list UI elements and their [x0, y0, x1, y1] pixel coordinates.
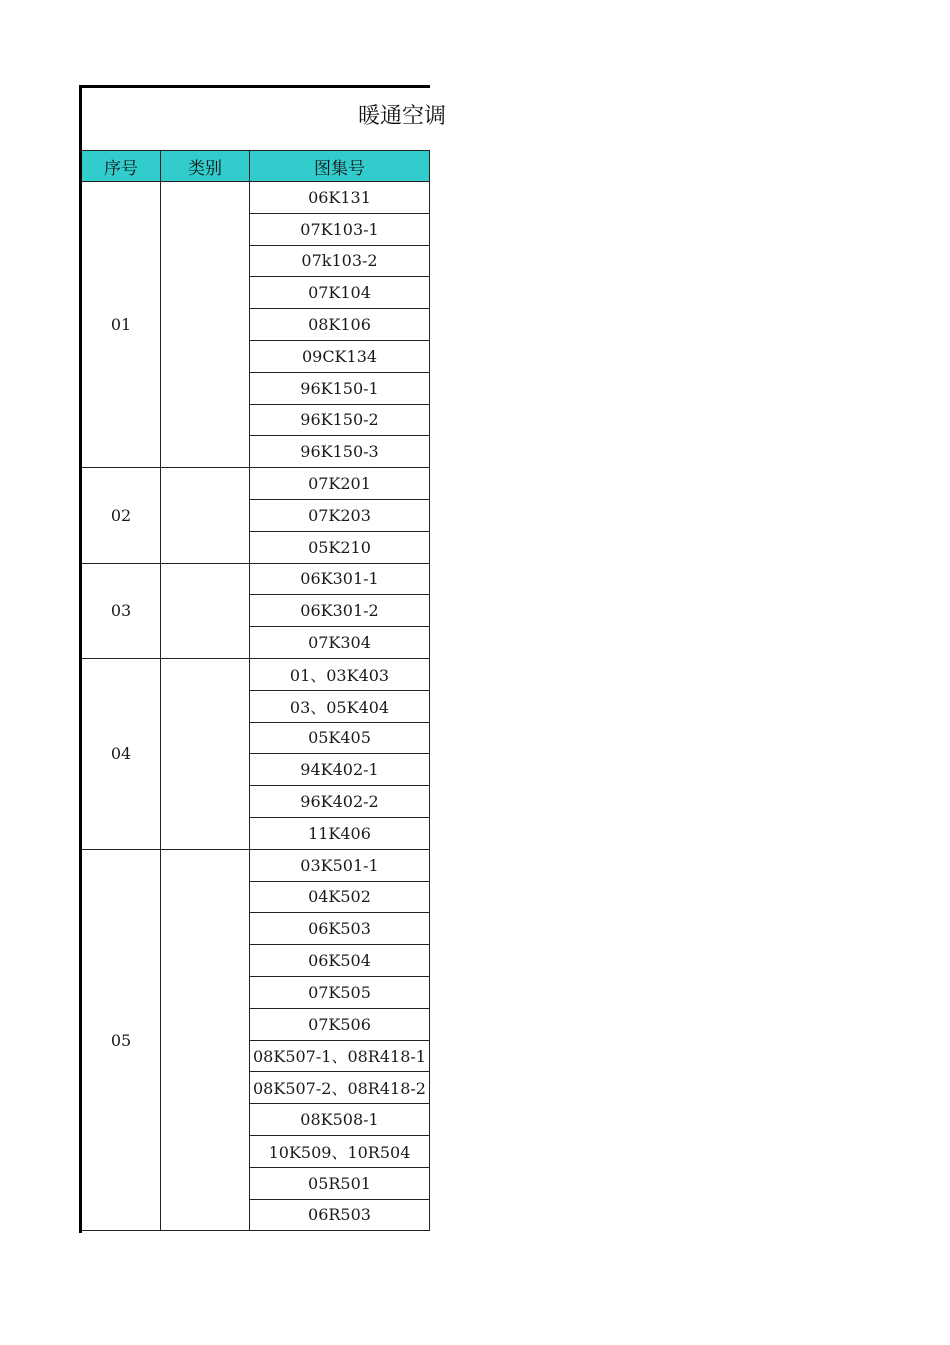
atlas-code-cell: 06K503 [249, 912, 430, 945]
atlas-code-cell: 03、05K404 [249, 690, 430, 723]
atlas-code-cell: 07K201 [249, 467, 430, 500]
atlas-code-cell: 96K150-2 [249, 404, 430, 437]
atlas-code-cell: 08K507-2、08R418-2 [249, 1071, 430, 1104]
atlas-code-cell: 10K509、10R504 [249, 1135, 430, 1168]
seq-cell: 04 [81, 658, 161, 850]
atlas-code-cell: 96K150-3 [249, 435, 430, 468]
atlas-code-cell: 07K103-1 [249, 213, 430, 246]
atlas-code-cell: 05K405 [249, 722, 430, 755]
seq-cell: 05 [81, 849, 161, 1232]
atlas-code-cell: 06R503 [249, 1199, 430, 1232]
atlas-code-cell: 06K301-1 [249, 563, 430, 596]
table-left-border [79, 85, 82, 1233]
category-cell [160, 849, 250, 1232]
atlas-code-cell: 05R501 [249, 1167, 430, 1200]
table-top-border [79, 85, 430, 88]
page-title: 暖通空调 [358, 104, 447, 129]
seq-cell: 01 [81, 181, 161, 468]
atlas-code-cell: 94K402-1 [249, 753, 430, 786]
atlas-code-cell: 07K506 [249, 1008, 430, 1041]
atlas-code-cell: 96K402-2 [249, 785, 430, 818]
atlas-code-cell: 05K210 [249, 531, 430, 564]
atlas-code-cell: 06K504 [249, 944, 430, 977]
atlas-code-cell: 07K505 [249, 976, 430, 1009]
atlas-code-cell: 08K507-1、08R418-1 [249, 1040, 430, 1073]
atlas-code-cell: 08K508-1 [249, 1103, 430, 1136]
atlas-code-cell: 09CK134 [249, 340, 430, 373]
category-cell [160, 467, 250, 563]
atlas-code-cell: 96K150-1 [249, 372, 430, 405]
atlas-code-cell: 01、03K403 [249, 658, 430, 691]
atlas-code-cell: 06K131 [249, 181, 430, 214]
header-seq: 序号 [81, 150, 161, 182]
category-cell [160, 563, 250, 659]
header-category: 类别 [160, 150, 250, 182]
atlas-code-cell: 06K301-2 [249, 594, 430, 627]
seq-cell: 02 [81, 467, 161, 563]
atlas-code-cell: 03K501-1 [249, 849, 430, 882]
atlas-code-cell: 07K304 [249, 626, 430, 659]
atlas-code-cell: 08K106 [249, 308, 430, 341]
atlas-code-cell: 07k103-2 [249, 245, 430, 278]
atlas-code-cell: 07K203 [249, 499, 430, 532]
category-cell [160, 181, 250, 468]
category-cell [160, 658, 250, 850]
spreadsheet-table [79, 85, 447, 1233]
seq-cell: 03 [81, 563, 161, 659]
atlas-code-cell: 07K104 [249, 276, 430, 309]
atlas-code-cell: 04K502 [249, 881, 430, 914]
header-atlas: 图集号 [249, 150, 430, 182]
atlas-code-cell: 11K406 [249, 817, 430, 850]
